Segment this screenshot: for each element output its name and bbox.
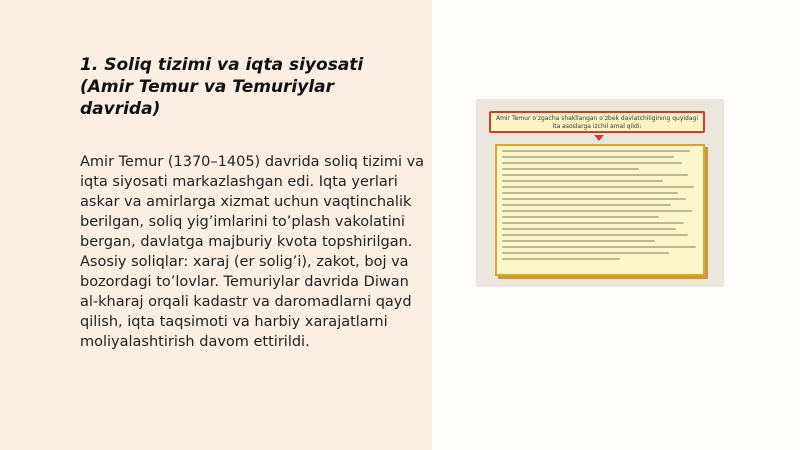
picture-text-line (502, 174, 688, 176)
picture-text-line (502, 258, 620, 260)
picture-text-line (502, 204, 671, 206)
picture-text-line (502, 252, 669, 254)
picture-text-line (502, 150, 690, 152)
picture-text-box (495, 144, 705, 276)
picture-text-line (502, 222, 684, 224)
picture-text-line (502, 240, 655, 242)
picture-text-line (502, 234, 688, 236)
picture-text-line (502, 228, 676, 230)
picture-text-line (502, 168, 639, 170)
embedded-picture (477, 100, 723, 286)
picture-text-line (502, 216, 659, 218)
picture-text-line (502, 180, 663, 182)
picture-text-line (502, 210, 692, 212)
picture-text-line (502, 192, 678, 194)
slide-body-text: Amir Temur (1370–1405) davrida soliq tizimi va iqta siyosati markazlashgan edi. Iqta yerlari askar va amirlarga xizmat uchun vaqtinchalik berilgan, soliq yig’imlarini to’plash vakolatini bergan, davlatga majburiy kvota topshirilgan. Asosiy soliqlar: xaraj (er solig’i), zakot, boj va bozordagi to’lovlar. Temuriylar davrida Diwan al-kharaj orqali kadastr va daromadlarni qayd qilish, iqta taqsimoti va harbiy xarajatlarni moliyalashtirish davom ettirildi. (80, 154, 425, 350)
picture-text-line (502, 162, 682, 164)
picture-text-line (502, 156, 674, 158)
picture-text-line (502, 198, 686, 200)
picture-text-line (502, 186, 694, 188)
slide-title: 1. Soliq tizimi va iqta siyosati (Amir Temur va Temuriylar davrida) (80, 55, 364, 119)
picture-text-line (502, 246, 696, 248)
picture-header: Amir Temur o’zgacha shakllangan o’zbek davlatchiligining quyidagi ita asoslarga izchil amal qildi: (489, 111, 705, 133)
picture-arrow-icon (594, 135, 604, 141)
